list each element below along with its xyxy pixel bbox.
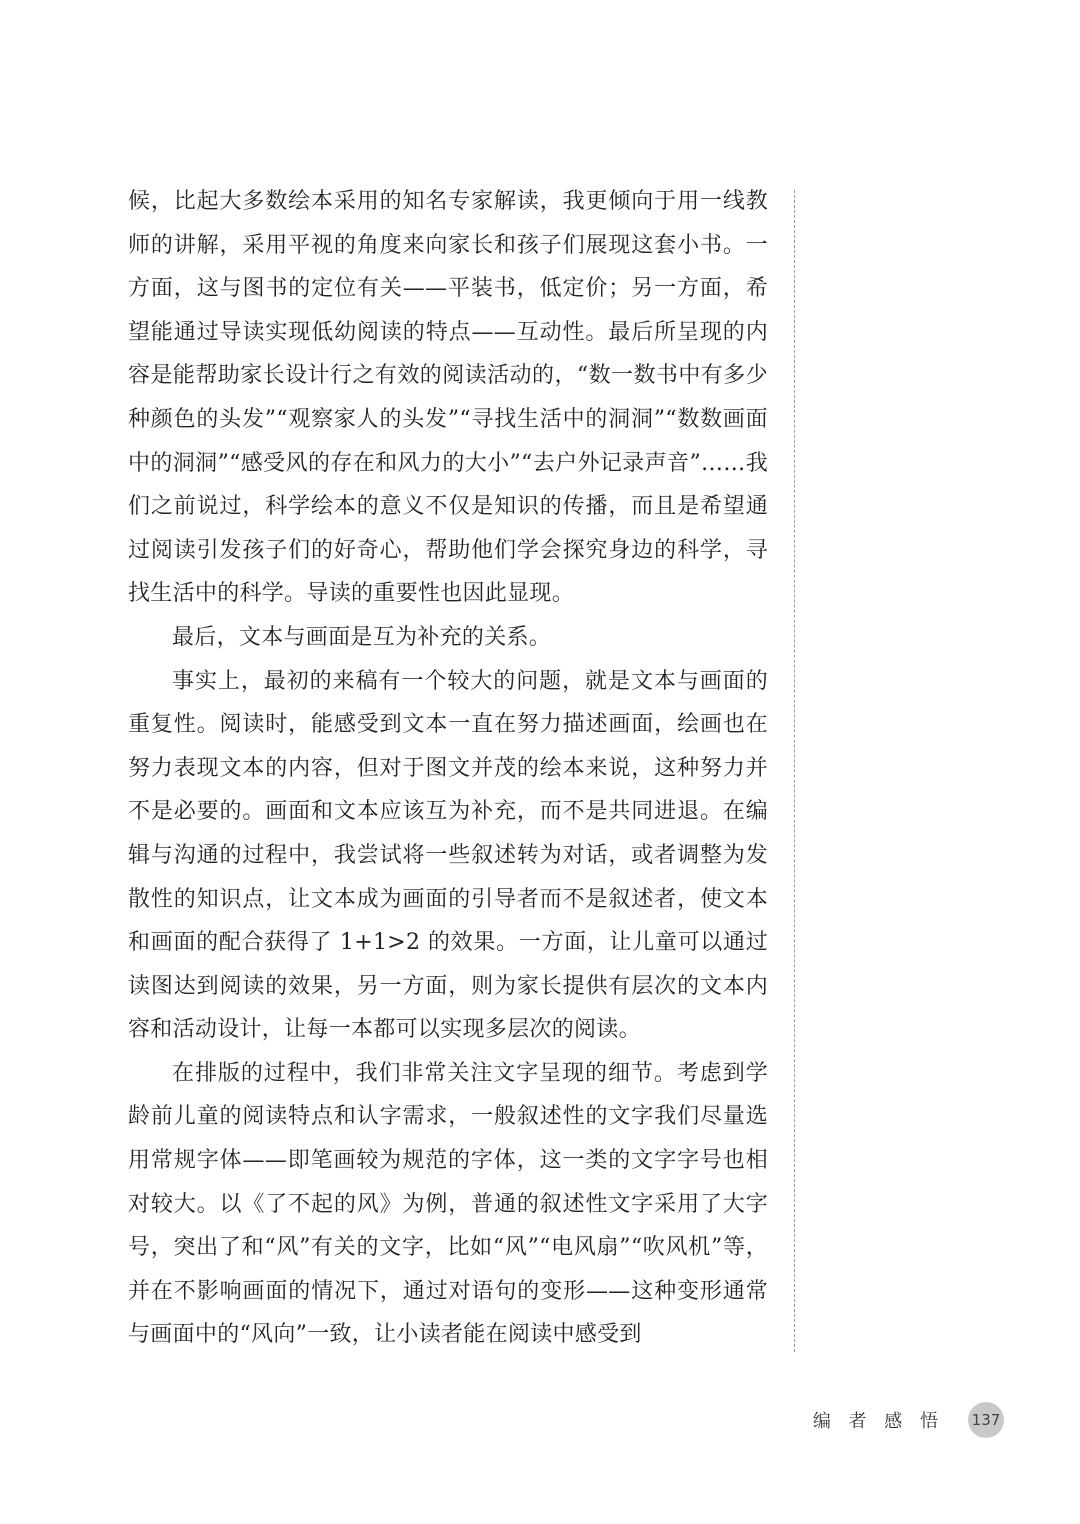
paragraph-continued: 候，比起大多数绘本采用的知名专家解读，我更倾向于用一线教师的讲解，采用平视的角度来向家长和孩子们展现这套小书。一方面，这与图书的定位有关——平装书，低定价；另一方面，希望能通过导读实现低幼阅读的特点——互动性。最后所呈现的内容是能帮助家长设计行之有效的阅读活动的，“数一数书中有多少种颜色的头发”“观察家人的头发”“寻找生活中的洞洞”“数数画面中的洞洞”“感受风的存在和风力的大小”“去户外记录声音”……我们之前说过，科学绘本的意义不仅是知识的传播，而且是希望通过阅读引发孩子们的好奇心，帮助他们学会探究身边的科学，寻找生活中的科学。导读的重要性也因此显现。 [128, 189, 768, 607]
paragraph: 事实上，最初的来稿有一个较大的问题，就是文本与画面的重复性。阅读时，能感受到文本一直在努力描述画面，绘画也在努力表现文本的内容，但对于图文并茂的绘本来说，这种努力并不是必要的。画面和文本应该互为补充，而不是共同进退。在编辑与沟通的过程中，我尝试将一些叙述转为对话，或者调整为发散性的知识点，让文本成为画面的引导者而不是叙述者，使文本和画面的配合获得了 1+1>2 的效果。一方面，让儿童可以通过读图达到阅读的效果，另一方面，则为家长提供有层次的文本内容和活动设计，让每一本都可以实现多层次的阅读。 [128, 668, 768, 1043]
margin-divider [794, 190, 795, 1352]
page-number: 137 [968, 1402, 1004, 1438]
page-footer [813, 1402, 1004, 1438]
body-text [128, 180, 768, 1357]
paragraph: 在排版的过程中，我们非常关注文字呈现的细节。考虑到学龄前儿童的阅读特点和认字需求，一般叙述性的文字我们尽量选用常规字体——即笔画较为规范的字体，这一类的文字字号也相对较大。以《了不起的风》为例，普通的叙述性文字采用了大字号，突出了和“风”有关的文字，比如“风”“电风扇”“吹风机”等，并在不影响画面的情况下，通过对语句的变形——这种变形通常与画面中的“风向”一致，让小读者能在阅读中感受到 [128, 1060, 768, 1348]
running-head: 编 者 感 悟 [812, 1411, 944, 1432]
paragraph: 最后，文本与画面是互为补充的关系。 [172, 624, 552, 650]
